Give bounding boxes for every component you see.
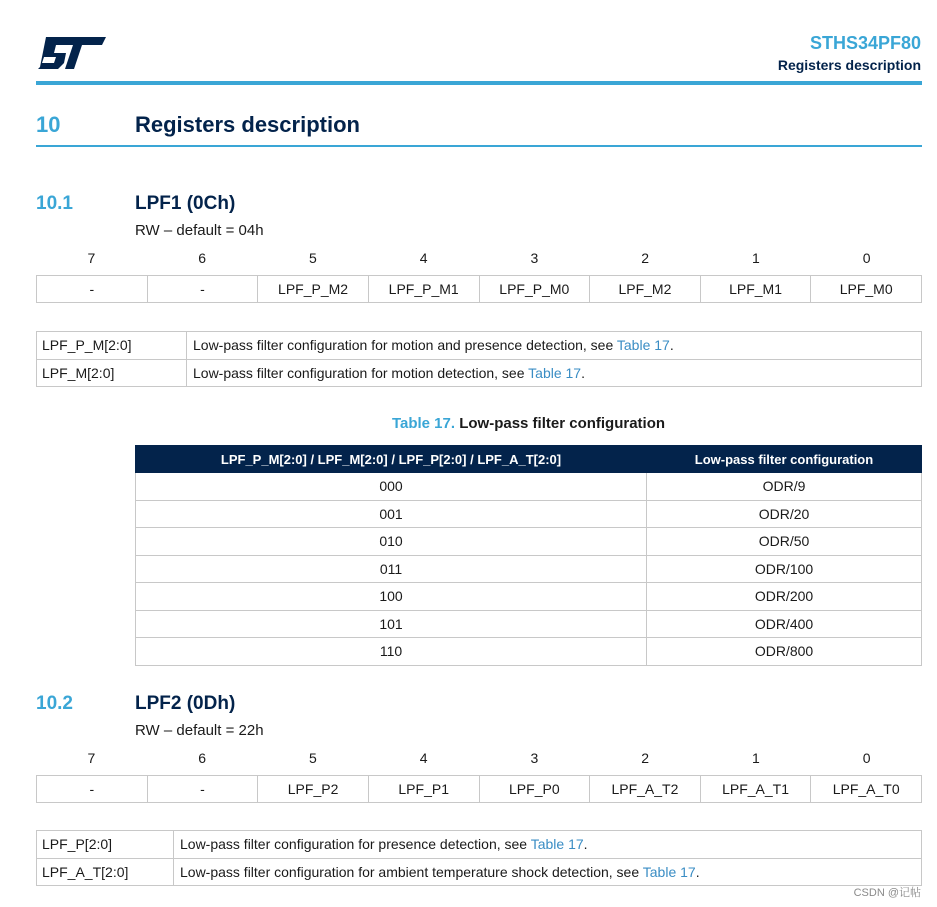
bit-field: - — [89, 281, 95, 297]
lpf1-number: 10.1 — [36, 193, 73, 214]
bit-field: LPF_P_M2 — [257, 276, 368, 302]
bit-numbers — [36, 748, 922, 768]
bit-number: 6 — [198, 250, 207, 266]
table-cell: 010 — [136, 528, 647, 556]
bit-field: LPF_M0 — [810, 276, 921, 302]
table-cell: ODR/400 — [647, 610, 922, 638]
document-title: STHS34PF80 — [809, 33, 921, 53]
bit-number: 0 — [862, 250, 871, 266]
table-row — [136, 555, 922, 583]
section-title: Registers description — [135, 112, 360, 137]
bit-number: 4 — [419, 750, 428, 766]
field-description: Low-pass filter configuration for motion detection, see Table 17. — [193, 365, 585, 381]
bit-field: LPF_A_T2 — [589, 776, 700, 802]
table-cell: 001 — [136, 500, 647, 528]
description-row — [37, 831, 921, 858]
field-description: Low-pass filter configuration for presence detection, see Table 17. — [180, 836, 588, 852]
table17 — [135, 445, 922, 666]
table17-caption-title: Low-pass filter configuration — [459, 415, 666, 432]
bit-number: 3 — [530, 250, 539, 266]
column-header: LPF_P_M[2:0] / LPF_M[2:0] / LPF_P[2:0] / LPF_A_T[2:0] — [136, 446, 647, 473]
bit-field: LPF_P0 — [479, 776, 590, 802]
lpf2-title: LPF2 (0Dh) — [135, 693, 236, 714]
field-name: LPF_M[2:0] — [37, 360, 187, 386]
table-cell: ODR/200 — [647, 583, 922, 611]
bit-number: 2 — [641, 750, 650, 766]
lpf2-number: 10.2 — [36, 693, 73, 714]
bit-field: LPF_P1 — [368, 776, 479, 802]
table17-link[interactable]: Table 17 — [528, 365, 582, 381]
bit-field: - — [147, 276, 258, 302]
bit-field: - — [147, 776, 258, 802]
table-row — [136, 473, 922, 501]
lpf1-rw-default: RW – default = 04h — [135, 222, 264, 239]
table17-caption-number: Table 17. — [391, 415, 456, 432]
bit-number: 2 — [641, 250, 650, 266]
bit-number: 4 — [419, 250, 428, 266]
column-header: Low-pass filter configuration — [647, 446, 922, 473]
lpf1-bit-map — [36, 248, 922, 303]
table-cell: 101 — [136, 610, 647, 638]
bit-field: LPF_P_M1 — [368, 276, 479, 302]
table17-link[interactable]: Table 17 — [530, 836, 584, 852]
bit-number: 1 — [751, 250, 760, 266]
bit-field: LPF_M2 — [589, 276, 700, 302]
bit-fields — [36, 775, 922, 803]
bit-number: 0 — [862, 750, 871, 766]
field-name: LPF_P_M[2:0] — [37, 332, 187, 359]
table17-link[interactable]: Table 17 — [642, 864, 696, 880]
lpf1-title: LPF1 (0Ch) — [135, 193, 236, 214]
table-cell: ODR/100 — [647, 555, 922, 583]
table-cell: ODR/20 — [647, 500, 922, 528]
bit-numbers — [36, 248, 922, 268]
lpf2-rw-default: RW – default = 22h — [135, 722, 264, 739]
bit-number: 7 — [87, 750, 96, 766]
table-cell: ODR/9 — [647, 473, 922, 501]
table-cell: 100 — [136, 583, 647, 611]
table-row — [136, 610, 922, 638]
section-number: 10 — [36, 112, 61, 137]
table-cell: 011 — [136, 555, 647, 583]
bit-field: LPF_P2 — [257, 776, 368, 802]
bit-number: 1 — [751, 750, 760, 766]
bit-number: 3 — [530, 750, 539, 766]
bit-field: - — [89, 781, 95, 797]
document-subtitle: Registers description — [777, 57, 921, 73]
table-row — [136, 638, 922, 666]
field-name: LPF_A_T[2:0] — [37, 859, 174, 885]
bit-fields — [36, 275, 922, 303]
lpf2-description-table — [36, 830, 922, 886]
description-row — [37, 858, 921, 885]
watermark: CSDN @记帖 — [853, 887, 921, 899]
table-row — [136, 500, 922, 528]
table-row — [136, 528, 922, 556]
table-cell: 110 — [136, 638, 647, 666]
bit-field: LPF_A_T0 — [810, 776, 921, 802]
table17-link[interactable]: Table 17 — [616, 337, 670, 353]
bit-field: LPF_A_T1 — [700, 776, 811, 802]
lpf1-description-table — [36, 331, 922, 387]
description-row — [37, 332, 921, 359]
field-description: Low-pass filter configuration for ambient temperature shock detection, see Table 17. — [180, 864, 700, 880]
bit-number: 7 — [87, 250, 96, 266]
table-cell: 000 — [136, 473, 647, 501]
bit-number: 5 — [308, 750, 317, 766]
bit-number: 6 — [198, 750, 207, 766]
field-description: Low-pass filter configuration for motion and presence detection, see Table 17. — [193, 337, 674, 353]
header-rule — [36, 81, 922, 85]
table-cell: ODR/50 — [647, 528, 922, 556]
table17-caption — [135, 415, 922, 432]
table-row — [136, 583, 922, 611]
st-logo — [36, 33, 108, 73]
section-rule — [36, 145, 922, 147]
bit-number: 5 — [308, 250, 317, 266]
lpf2-bit-map — [36, 748, 922, 803]
bit-field: LPF_P_M0 — [479, 276, 590, 302]
table-header-row — [136, 446, 922, 473]
description-row — [37, 359, 921, 386]
table-cell: ODR/800 — [647, 638, 922, 666]
bit-field: LPF_M1 — [700, 276, 811, 302]
field-name: LPF_P[2:0] — [37, 831, 174, 858]
